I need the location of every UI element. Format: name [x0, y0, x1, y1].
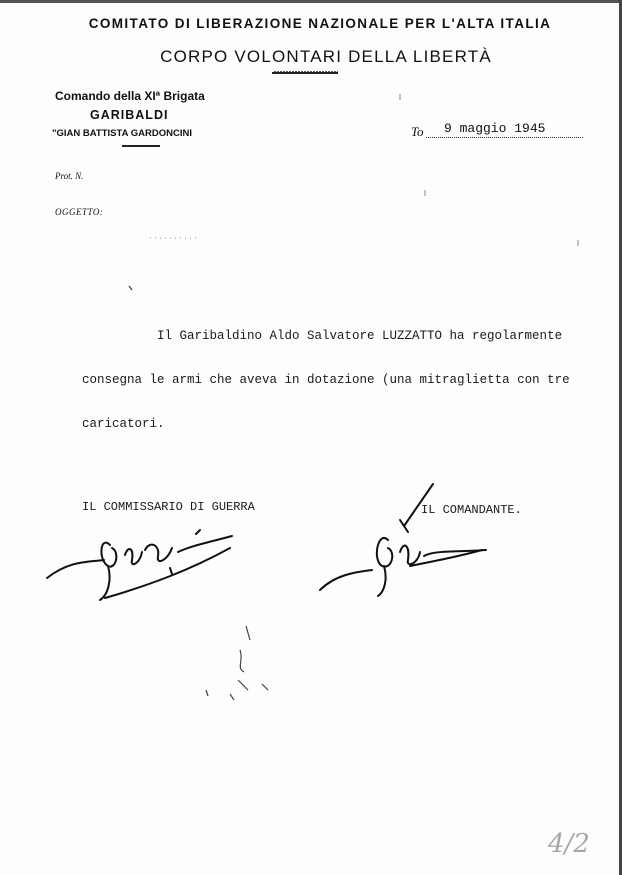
- page-number: 4/2: [548, 829, 590, 859]
- brigade-name: GARIBALDI: [90, 108, 169, 122]
- corps-heading: CORPO VOLONTARI DELLA LIBERTÀ: [160, 47, 492, 66]
- commander-signature: [320, 484, 486, 596]
- body-line-3: caricatori.: [82, 417, 165, 431]
- brigade-command: Comando della XIª Brigata: [55, 89, 205, 103]
- commander-title: IL COMANDANTE.: [421, 503, 522, 517]
- protocol-label: Prot. N.: [55, 171, 84, 181]
- subject-label: OGGETTO:: [55, 207, 104, 217]
- committee-heading: COMITATO DI LIBERAZIONE NAZIONALE PER L'ALTA ITALIA: [88, 16, 552, 31]
- date-prefix: To: [411, 124, 424, 139]
- body-line-2: consegna le armi che aveva in dotazione (una mitraglietta con tre: [82, 373, 570, 387]
- brigade-namesake: "GIAN BATTISTA GARDONCINI: [52, 128, 192, 139]
- letter-date: 9 maggio 1945: [444, 121, 546, 136]
- commissioner-signature: [47, 530, 232, 600]
- stray-mark: [129, 286, 132, 290]
- faint-stamp-marks: [206, 626, 268, 700]
- commissioner-title: IL COMMISSARIO DI GUERRA: [82, 500, 255, 514]
- body-line-1: Il Garibaldino Aldo Salvatore LUZZATTO ha regolarmente: [157, 329, 563, 343]
